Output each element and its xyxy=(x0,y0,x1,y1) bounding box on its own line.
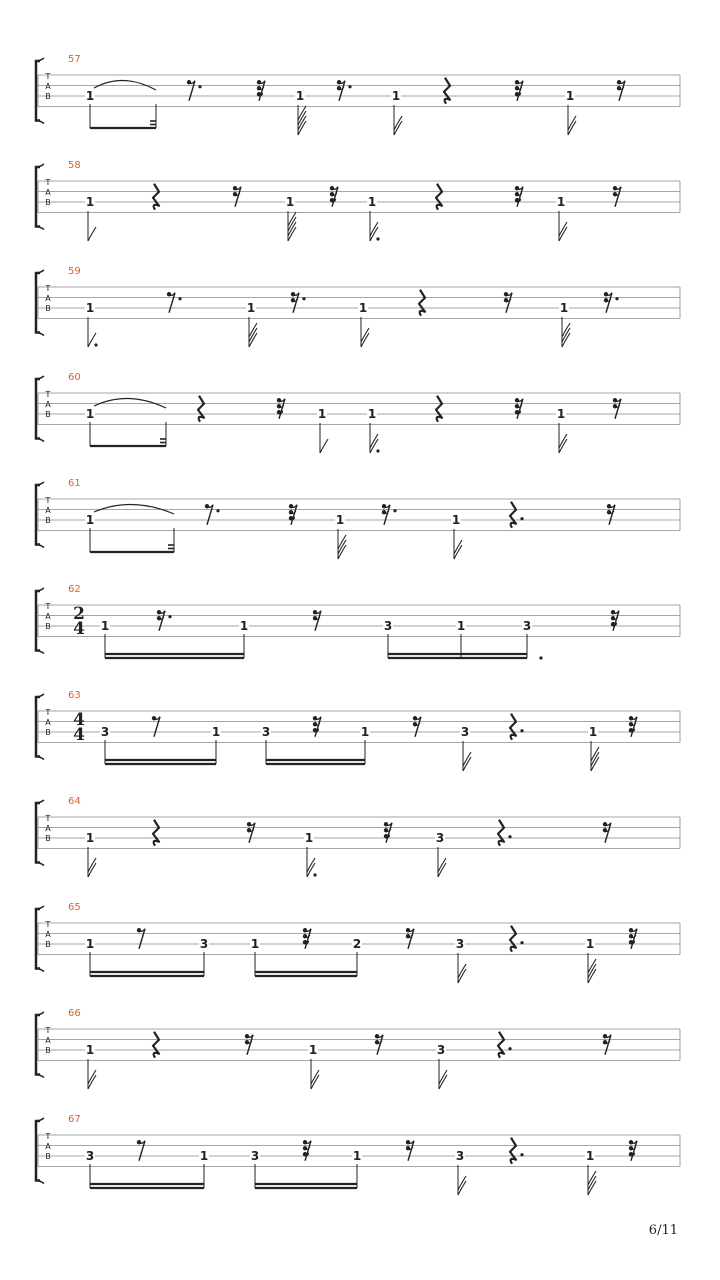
tab-clef-letter: T xyxy=(45,708,51,717)
note-dot xyxy=(376,237,379,240)
measure-number: 66 xyxy=(68,1008,81,1019)
rest-dot xyxy=(508,1047,511,1050)
tab-clef-letter: A xyxy=(45,612,51,621)
tab-clef-letter: A xyxy=(45,400,51,409)
fret-number: 1 xyxy=(565,89,575,103)
quarter-rest xyxy=(510,714,516,740)
note-dot xyxy=(313,873,316,876)
bracket-hook-top xyxy=(36,800,44,803)
bracket-hook-top xyxy=(36,588,44,591)
bracket-hook-bottom xyxy=(36,863,44,866)
bracket-hook-bottom xyxy=(36,333,44,336)
tab-clef-letter: A xyxy=(45,1142,51,1151)
fret-number: 3 xyxy=(455,937,465,951)
bracket-hook-top xyxy=(36,164,44,167)
fret-number: 1 xyxy=(585,937,595,951)
system-65 xyxy=(36,902,680,983)
measure-number: 67 xyxy=(68,1114,81,1125)
tab-clef-letter: B xyxy=(45,304,51,313)
system-61 xyxy=(36,478,680,559)
tab-clef-letter: A xyxy=(45,294,51,303)
tab-clef-letter: T xyxy=(45,178,51,187)
system-59 xyxy=(36,266,680,347)
time-signature-top: 2 xyxy=(73,604,85,624)
quarter-rest xyxy=(436,184,442,210)
tab-clef-letter: A xyxy=(45,1036,51,1045)
tab-clef-letter: A xyxy=(45,930,51,939)
note-flag xyxy=(88,227,96,241)
bracket-hook-top xyxy=(36,1118,44,1121)
tab-clef-letter: T xyxy=(45,496,51,505)
rest-dot xyxy=(508,835,511,838)
bracket-hook-bottom xyxy=(36,651,44,654)
fret-number: 1 xyxy=(556,407,566,421)
system-64 xyxy=(36,796,680,877)
fret-number: 1 xyxy=(585,1149,595,1163)
fret-number: 1 xyxy=(367,407,377,421)
fret-number: 1 xyxy=(85,831,95,845)
fret-number: 1 xyxy=(85,407,95,421)
bracket-hook-bottom xyxy=(36,757,44,760)
fret-number: 3 xyxy=(460,725,470,739)
tab-clef-letter: T xyxy=(45,920,51,929)
fret-number: 1 xyxy=(559,301,569,315)
fret-number: 3 xyxy=(85,1149,95,1163)
fret-number: 3 xyxy=(455,1149,465,1163)
rest-dot xyxy=(520,729,523,732)
tab-clef-letter: T xyxy=(45,284,51,293)
fret-number: 1 xyxy=(317,407,327,421)
quarter-rest xyxy=(444,78,450,104)
bracket-hook-bottom xyxy=(36,1181,44,1184)
fret-number: 1 xyxy=(100,619,110,633)
system-60 xyxy=(36,372,680,453)
rest-dot xyxy=(393,509,396,512)
tab-clef-letter: B xyxy=(45,728,51,737)
fret-number: 1 xyxy=(588,725,598,739)
quarter-rest xyxy=(510,926,516,952)
system-63 xyxy=(36,690,680,771)
bracket-hook-top xyxy=(36,376,44,379)
rest-dot xyxy=(178,297,181,300)
measure-number: 57 xyxy=(68,54,81,65)
rest-dot xyxy=(302,297,305,300)
fret-number: 1 xyxy=(85,89,95,103)
fret-number: 1 xyxy=(352,1149,362,1163)
tab-clef-letter: T xyxy=(45,1132,51,1141)
fret-number: 1 xyxy=(250,937,260,951)
fret-number: 3 xyxy=(261,725,271,739)
fret-number: 1 xyxy=(456,619,466,633)
quarter-rest xyxy=(153,820,159,846)
system-57 xyxy=(36,54,680,135)
quarter-rest xyxy=(198,396,204,422)
systems-layer xyxy=(36,54,680,1195)
page-number: 6/11 xyxy=(648,1223,678,1238)
tab-clef-letter: B xyxy=(45,410,51,419)
system-66 xyxy=(36,1008,680,1089)
measure-number: 60 xyxy=(68,372,81,383)
fret-number: 1 xyxy=(360,725,370,739)
rest-dot xyxy=(168,615,171,618)
fret-number: 3 xyxy=(199,937,209,951)
fret-number: 2 xyxy=(352,937,362,951)
tab-clef-letter: T xyxy=(45,72,51,81)
quarter-rest xyxy=(510,1138,516,1164)
tab-clef-letter: A xyxy=(45,506,51,515)
note-dot xyxy=(539,656,542,659)
rest-dot xyxy=(348,85,351,88)
rest-dot xyxy=(198,85,201,88)
bracket-hook-bottom xyxy=(36,545,44,548)
time-signature-bottom: 4 xyxy=(73,619,85,639)
rest-dot xyxy=(520,517,523,520)
tab-clef-letter: B xyxy=(45,1152,51,1161)
quarter-rest xyxy=(498,820,504,846)
tab-clef-letter: B xyxy=(45,622,51,631)
quarter-rest xyxy=(419,290,425,316)
fret-number: 1 xyxy=(199,1149,209,1163)
measure-number: 63 xyxy=(68,690,81,701)
fret-number: 1 xyxy=(304,831,314,845)
bracket-hook-bottom xyxy=(36,1075,44,1078)
bracket-hook-bottom xyxy=(36,969,44,972)
tab-clef-letter: A xyxy=(45,718,51,727)
measure-number: 61 xyxy=(68,478,81,489)
rest-dot xyxy=(520,1153,523,1156)
fret-number: 1 xyxy=(211,725,221,739)
tab-clef-letter: T xyxy=(45,390,51,399)
time-signature-top: 4 xyxy=(73,710,85,730)
bracket-hook-top xyxy=(36,482,44,485)
rest-dot xyxy=(520,941,523,944)
system-58 xyxy=(36,160,680,241)
fret-number: 1 xyxy=(308,1043,318,1057)
fret-number: 1 xyxy=(556,195,566,209)
bracket-hook-top xyxy=(36,1012,44,1015)
fret-number: 1 xyxy=(335,513,345,527)
fret-number: 1 xyxy=(85,1043,95,1057)
measure-number: 64 xyxy=(68,796,81,807)
tab-clef-letter: B xyxy=(45,1046,51,1055)
fret-number: 1 xyxy=(246,301,256,315)
fret-number: 3 xyxy=(522,619,532,633)
tab-clef-letter: A xyxy=(45,82,51,91)
tab-clef-letter: B xyxy=(45,198,51,207)
fret-number: 1 xyxy=(285,195,295,209)
system-62 xyxy=(36,584,680,660)
note-dot xyxy=(376,449,379,452)
fret-number: 1 xyxy=(367,195,377,209)
bracket-hook-top xyxy=(36,58,44,61)
fret-number: 3 xyxy=(100,725,110,739)
tab-clef-letter: T xyxy=(45,1026,51,1035)
rest-dot xyxy=(615,297,618,300)
fret-number: 1 xyxy=(85,195,95,209)
fret-number: 3 xyxy=(250,1149,260,1163)
tab-clef-letter: B xyxy=(45,940,51,949)
fret-number: 1 xyxy=(451,513,461,527)
fret-number: 1 xyxy=(358,301,368,315)
fret-number: 1 xyxy=(239,619,249,633)
bracket-hook-bottom xyxy=(36,227,44,230)
bracket-hook-bottom xyxy=(36,121,44,124)
tab-clef-letter: T xyxy=(45,814,51,823)
bracket-hook-bottom xyxy=(36,439,44,442)
fret-number: 1 xyxy=(85,937,95,951)
fret-number: 1 xyxy=(85,513,95,527)
system-67 xyxy=(36,1114,680,1195)
quarter-rest xyxy=(436,396,442,422)
tab-clef-letter: B xyxy=(45,92,51,101)
fret-number: 3 xyxy=(383,619,393,633)
time-signature-bottom: 4 xyxy=(73,725,85,745)
bracket-hook-top xyxy=(36,906,44,909)
tab-clef-letter: A xyxy=(45,824,51,833)
tab-clef-letter: A xyxy=(45,188,51,197)
tab-clef-letter: B xyxy=(45,834,51,843)
measure-number: 59 xyxy=(68,266,81,277)
tab-clef-letter: B xyxy=(45,516,51,525)
fret-number: 1 xyxy=(295,89,305,103)
measure-number: 58 xyxy=(68,160,81,171)
tab-clef-letter: T xyxy=(45,602,51,611)
fret-number: 3 xyxy=(436,1043,446,1057)
note-flag xyxy=(320,439,328,453)
quarter-rest xyxy=(153,1032,159,1058)
quarter-rest xyxy=(510,502,516,528)
fret-number: 1 xyxy=(85,301,95,315)
fret-number: 1 xyxy=(391,89,401,103)
quarter-rest xyxy=(153,184,159,210)
bracket-hook-top xyxy=(36,694,44,697)
measure-number: 65 xyxy=(68,902,81,913)
measure-number: 62 xyxy=(68,584,81,595)
bracket-hook-top xyxy=(36,270,44,273)
note-dot xyxy=(94,343,97,346)
rest-dot xyxy=(216,509,219,512)
quarter-rest xyxy=(498,1032,504,1058)
fret-number: 3 xyxy=(435,831,445,845)
